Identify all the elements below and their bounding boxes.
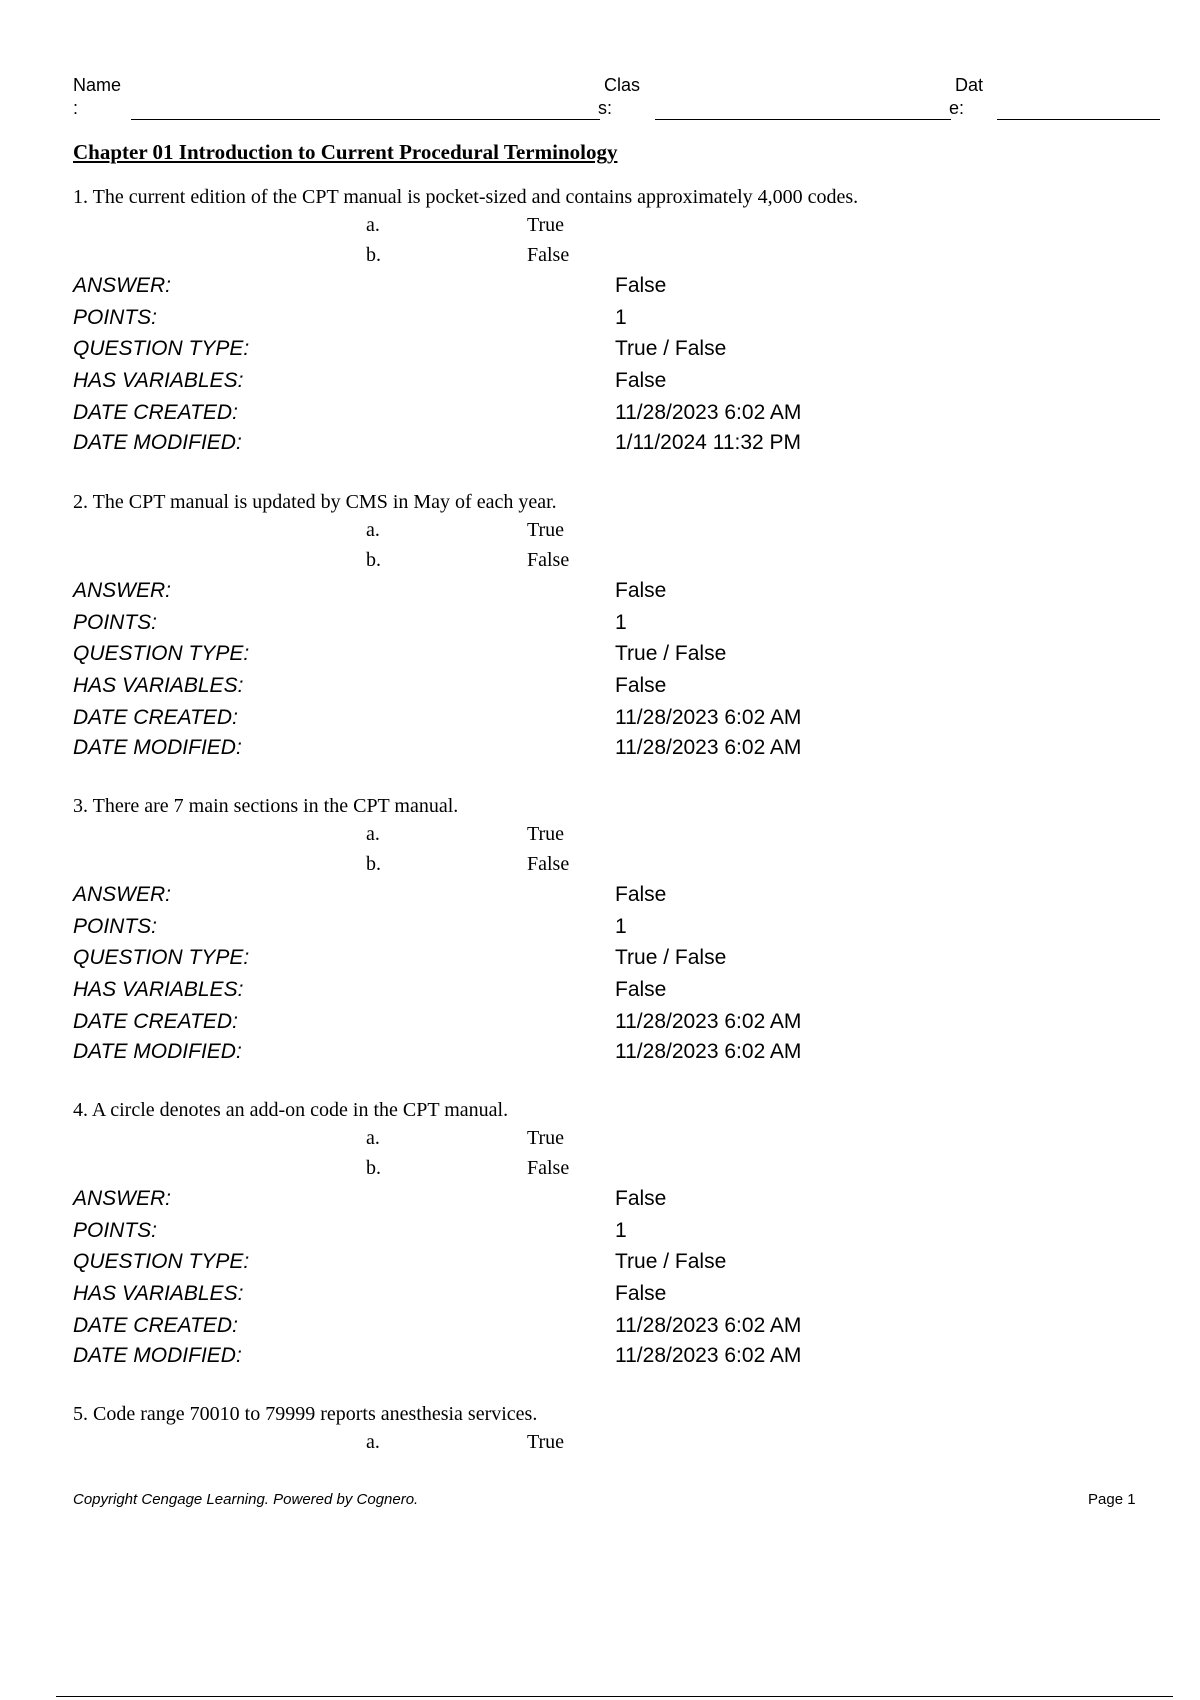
answer-value: False bbox=[615, 274, 667, 297]
points-label: POINTS: bbox=[73, 611, 158, 634]
has-variables-label: HAS VARIABLES: bbox=[73, 674, 244, 697]
date-modified-row bbox=[73, 736, 973, 764]
answer-row bbox=[73, 274, 973, 302]
name-label-colon: : bbox=[73, 98, 79, 118]
points-label: POINTS: bbox=[73, 915, 158, 938]
option-text: True bbox=[527, 1127, 565, 1149]
date-modified-row bbox=[73, 1040, 973, 1068]
question-type-row bbox=[73, 1250, 973, 1278]
answer-label: ANSWER: bbox=[73, 883, 172, 906]
date-modified-row bbox=[73, 1344, 973, 1372]
date-label-suffix: e: bbox=[949, 98, 965, 118]
answer-row bbox=[73, 579, 973, 607]
answer-value: False bbox=[615, 883, 667, 906]
date-modified-value: 11/28/2023 6:02 AM bbox=[615, 736, 802, 759]
date-field[interactable] bbox=[997, 119, 1160, 120]
date-modified-label: DATE MODIFIED: bbox=[73, 736, 242, 759]
date-created-label: DATE CREATED: bbox=[73, 706, 238, 729]
option-letter: a. bbox=[366, 519, 380, 541]
date-modified-value: 11/28/2023 6:02 AM bbox=[615, 1040, 802, 1063]
answer-row bbox=[73, 883, 973, 911]
class-label: Clas bbox=[604, 75, 641, 95]
option-letter: b. bbox=[366, 549, 381, 571]
has-variables-row bbox=[73, 1282, 973, 1310]
question-type-label: QUESTION TYPE: bbox=[73, 1250, 250, 1273]
has-variables-value: False bbox=[615, 369, 667, 392]
class-label-suffix: s: bbox=[598, 98, 613, 118]
has-variables-value: False bbox=[615, 978, 667, 1001]
question-type-row bbox=[73, 946, 973, 974]
points-row bbox=[73, 915, 973, 943]
question-2 bbox=[73, 491, 1173, 791]
date-created-value: 11/28/2023 6:02 AM bbox=[615, 1010, 802, 1033]
date-modified-label: DATE MODIFIED: bbox=[73, 431, 242, 454]
date-modified-label: DATE MODIFIED: bbox=[73, 1040, 242, 1063]
has-variables-row bbox=[73, 674, 973, 702]
option-text: True bbox=[527, 823, 565, 845]
option-text: False bbox=[527, 244, 570, 266]
page-number: Page 1 bbox=[1088, 1491, 1136, 1508]
answer-label: ANSWER: bbox=[73, 579, 172, 602]
question-5 bbox=[73, 1403, 1173, 1463]
points-value: 1 bbox=[615, 1219, 627, 1242]
name-field[interactable] bbox=[131, 119, 600, 120]
question-type-label: QUESTION TYPE: bbox=[73, 337, 250, 360]
points-value: 1 bbox=[615, 306, 627, 329]
option-text: True bbox=[527, 214, 565, 236]
points-row bbox=[73, 306, 973, 334]
date-created-value: 11/28/2023 6:02 AM bbox=[615, 706, 802, 729]
question-type-row bbox=[73, 642, 973, 670]
points-value: 1 bbox=[615, 915, 627, 938]
option-letter: b. bbox=[366, 1157, 381, 1179]
class-field[interactable] bbox=[655, 119, 951, 120]
question-type-row bbox=[73, 337, 973, 365]
date-modified-value: 11/28/2023 6:02 AM bbox=[615, 1344, 802, 1367]
answer-label: ANSWER: bbox=[73, 274, 172, 297]
date-created-row bbox=[73, 1314, 973, 1342]
answer-row bbox=[73, 1187, 973, 1215]
option-text: True bbox=[527, 1431, 565, 1453]
has-variables-value: False bbox=[615, 1282, 667, 1305]
option-letter: a. bbox=[366, 1127, 380, 1149]
option-letter: a. bbox=[366, 1431, 380, 1453]
option-letter: b. bbox=[366, 853, 381, 875]
question-text: 3. There are 7 main sections in the CPT manual. bbox=[73, 795, 459, 817]
question-text: 1. The current edition of the CPT manual is pocket-sized and contains approximately 4,000 codes. bbox=[73, 186, 859, 208]
option-text: False bbox=[527, 1157, 570, 1179]
question-text: 2. The CPT manual is updated by CMS in May of each year. bbox=[73, 491, 557, 513]
date-modified-row bbox=[73, 431, 973, 459]
question-type-label: QUESTION TYPE: bbox=[73, 642, 250, 665]
answer-value: False bbox=[615, 1187, 667, 1210]
option-letter: a. bbox=[366, 823, 380, 845]
date-created-row bbox=[73, 1010, 973, 1038]
date-created-value: 11/28/2023 6:02 AM bbox=[615, 1314, 802, 1337]
has-variables-value: False bbox=[615, 674, 667, 697]
date-created-label: DATE CREATED: bbox=[73, 1314, 238, 1337]
bottom-divider bbox=[56, 1696, 1173, 1697]
points-label: POINTS: bbox=[73, 1219, 158, 1242]
has-variables-label: HAS VARIABLES: bbox=[73, 369, 244, 392]
answer-label: ANSWER: bbox=[73, 1187, 172, 1210]
question-3 bbox=[73, 795, 1173, 1095]
points-row bbox=[73, 1219, 973, 1247]
has-variables-row bbox=[73, 978, 973, 1006]
has-variables-row bbox=[73, 369, 973, 397]
question-type-value: True / False bbox=[615, 642, 727, 665]
date-created-value: 11/28/2023 6:02 AM bbox=[615, 401, 802, 424]
option-text: True bbox=[527, 519, 565, 541]
date-created-row bbox=[73, 706, 973, 734]
question-text: 4. A circle denotes an add-on code in the CPT manual. bbox=[73, 1099, 509, 1121]
question-1 bbox=[73, 186, 1173, 486]
date-modified-value: 1/11/2024 11:32 PM bbox=[615, 431, 802, 454]
has-variables-label: HAS VARIABLES: bbox=[73, 1282, 244, 1305]
footer-copyright: Copyright Cengage Learning. Powered by Cognero. bbox=[73, 1491, 419, 1508]
question-type-value: True / False bbox=[615, 337, 727, 360]
question-type-label: QUESTION TYPE: bbox=[73, 946, 250, 969]
points-value: 1 bbox=[615, 611, 627, 634]
chapter-title: Chapter 01 Introduction to Current Procedural Terminology bbox=[73, 140, 618, 164]
date-modified-label: DATE MODIFIED: bbox=[73, 1344, 242, 1367]
question-text: 5. Code range 70010 to 79999 reports anesthesia services. bbox=[73, 1403, 538, 1425]
date-created-label: DATE CREATED: bbox=[73, 1010, 238, 1033]
date-label: Dat bbox=[955, 75, 984, 95]
name-label: Name bbox=[73, 75, 122, 95]
question-type-value: True / False bbox=[615, 946, 727, 969]
option-text: False bbox=[527, 853, 570, 875]
points-row bbox=[73, 611, 973, 639]
answer-value: False bbox=[615, 579, 667, 602]
option-text: False bbox=[527, 549, 570, 571]
option-letter: b. bbox=[366, 244, 381, 266]
date-created-row bbox=[73, 401, 973, 429]
option-letter: a. bbox=[366, 214, 380, 236]
question-type-value: True / False bbox=[615, 1250, 727, 1273]
has-variables-label: HAS VARIABLES: bbox=[73, 978, 244, 1001]
points-label: POINTS: bbox=[73, 306, 158, 329]
question-4 bbox=[73, 1099, 1173, 1399]
date-created-label: DATE CREATED: bbox=[73, 401, 238, 424]
